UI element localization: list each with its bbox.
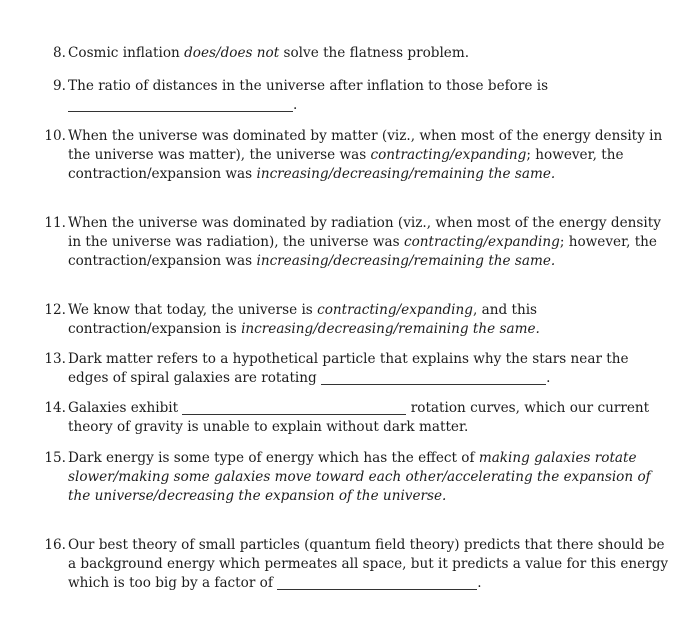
question-text: Dark matter refers to a hypothetical particle that explains why the stars near the edges of spiral galaxies are rotating . bbox=[68, 351, 629, 386]
question-text: When the universe was dominated by radiation (viz., when most of the energy density in the universe was radiation), the universe was contracting/expanding; however, the contraction/expansion was increasing/decreasing/remaining the same. bbox=[68, 215, 661, 269]
question-text: Galaxies exhibit rotation curves, which our current theory of gravity is unable to explain without dark matter. bbox=[68, 400, 650, 435]
answer-choice: does/does not bbox=[184, 45, 280, 61]
question-number: 16. bbox=[44, 537, 66, 553]
question-14 bbox=[40, 399, 670, 437]
question-text: Dark energy is some type of energy which has the effect of making galaxies rotate slower/making some galaxies move toward each other/accelerating the expansion of the universe/decreasing the expansion of the universe. bbox=[68, 450, 651, 504]
answer-choice: increasing/decreasing/remaining the same. bbox=[256, 253, 556, 269]
answer-blank[interactable] bbox=[68, 97, 293, 112]
question-9 bbox=[40, 77, 670, 115]
question-number: 10. bbox=[44, 128, 66, 144]
answer-choice: contracting/expanding bbox=[317, 302, 473, 318]
question-number: 9. bbox=[53, 78, 66, 94]
question-number: 8. bbox=[53, 45, 66, 61]
question-15 bbox=[40, 449, 670, 506]
answer-choice: contracting/expanding bbox=[370, 147, 527, 163]
question-11 bbox=[40, 214, 670, 271]
question-12 bbox=[40, 301, 670, 339]
question-number: 11. bbox=[44, 215, 66, 231]
question-16 bbox=[40, 536, 670, 593]
answer-choice: making galaxies rotate slower/making some galaxies move toward each other/accelerating the expansion of the universe/decreasing the expansion of the universe. bbox=[68, 450, 651, 504]
question-text: We know that today, the universe is contracting/expanding, and this contraction/expansion is increasing/decreasing/remaining the same. bbox=[68, 302, 540, 337]
question-text: Cosmic inflation does/does not solve the flatness problem. bbox=[68, 45, 470, 61]
question-number: 13. bbox=[44, 351, 66, 367]
answer-blank[interactable] bbox=[277, 575, 477, 590]
answer-choice: contracting/expanding bbox=[403, 234, 560, 250]
answer-choice: increasing/decreasing/remaining the same. bbox=[256, 166, 556, 182]
question-text: Our best theory of small particles (quantum field theory) predicts that there should be a background energy which permeates all space, but it predicts a value for this energy which is too big by a factor of . bbox=[68, 537, 669, 591]
question-10 bbox=[40, 127, 670, 184]
question-13 bbox=[40, 350, 670, 388]
answer-blank[interactable] bbox=[321, 370, 546, 385]
question-text: The ratio of distances in the universe after inflation to those before is . bbox=[68, 78, 549, 113]
answer-choice: increasing/decreasing/remaining the same. bbox=[241, 321, 540, 337]
answer-blank[interactable] bbox=[182, 400, 406, 415]
question-text: When the universe was dominated by matter (viz., when most of the energy density in the universe was matter), the universe was contracting/expanding; however, the contraction/expansion was increasing/decreasing/remaining the same. bbox=[68, 128, 663, 182]
question-number: 14. bbox=[44, 400, 66, 416]
question-number: 12. bbox=[44, 302, 66, 318]
question-8 bbox=[40, 44, 670, 63]
question-number: 15. bbox=[44, 450, 66, 466]
